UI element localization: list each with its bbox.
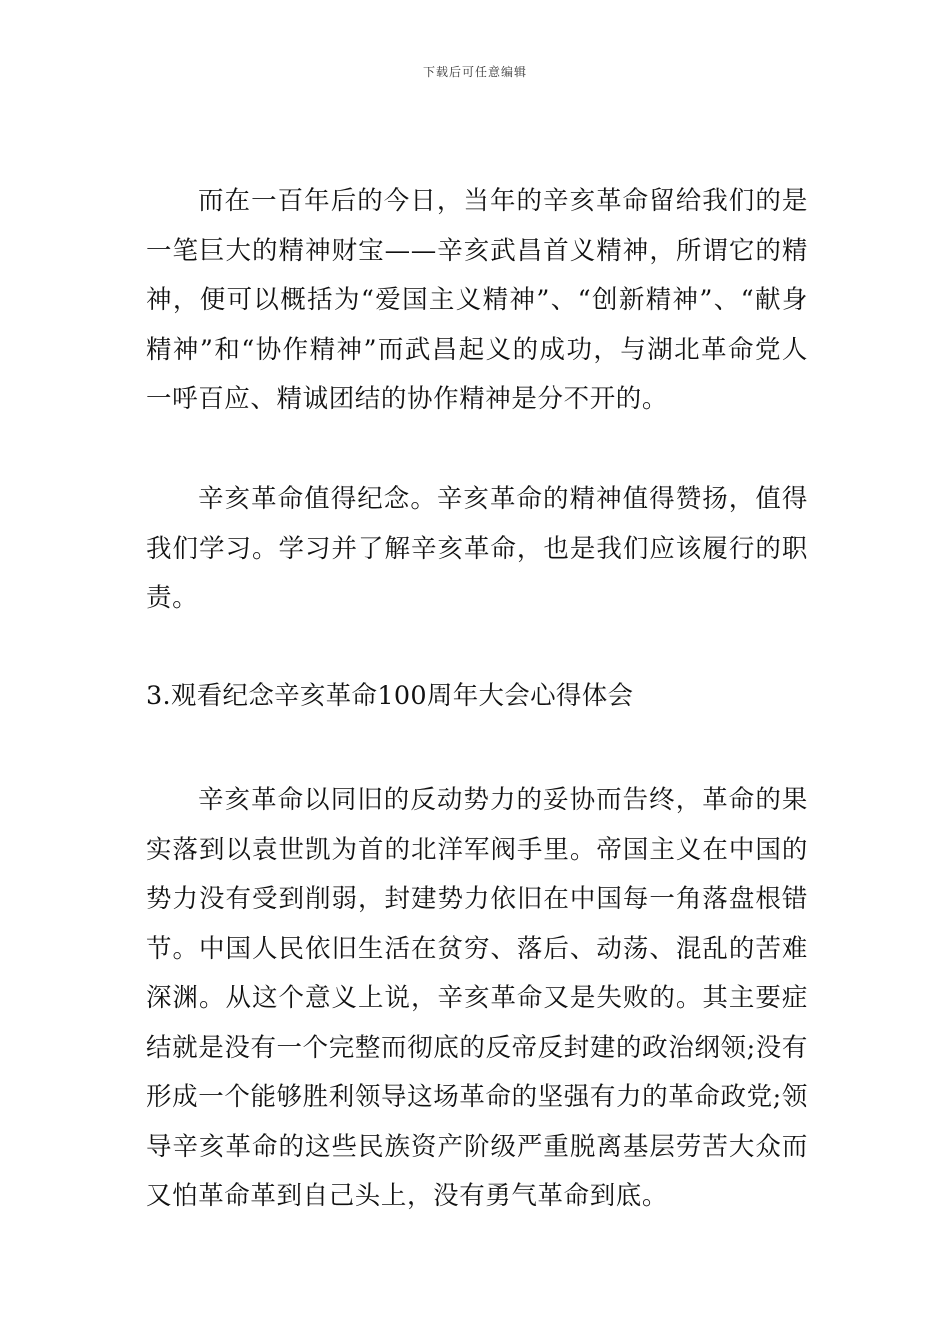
page-header-note: 下载后可任意编辑 bbox=[422, 65, 527, 79]
section-heading: 3.观看纪念辛亥革命100周年大会心得体会 bbox=[146, 681, 634, 711]
paragraph-2: 辛亥革命值得纪念。辛亥革命的精神值得赞扬，值得我们学习。学习并了解辛亥革命，也是我们应该履行的职责。 bbox=[146, 484, 808, 613]
paragraph-1: 而在一百年后的今日，当年的辛亥革命留给我们的是一笔巨大的精神财宝——辛亥武昌首义精神，所谓它的精神，便可以概括为“爱国主义精神”、“创新精神”、“献身精神”和“协作精神”而武昌起义的成功，与湖北革命党人一呼百应、精诚团结的协作精神是分不开的。 bbox=[146, 186, 808, 414]
paragraph-3: 辛亥革命以同旧的反动势力的妥协而告终，革命的果实落到以袁世凯为首的北洋军阀手里。帝国主义在中国的势力没有受到削弱，封建势力依旧在中国每一角落盘根错节。中国人民依旧生活在贫穷、落后、动荡、混乱的苦难深渊。从这个意义上说，辛亥革命又是失败的。其主要症结就是没有一个完整而彻底的反帝反封建的政治纲领;没有形成一个能够胜利领导这场革命的坚强有力的革命政党;领导辛亥革命的这些民族资产阶级严重脱离基层劳苦大众而又怕革命革到自己头上，没有勇气革命到底。 bbox=[146, 785, 808, 1211]
